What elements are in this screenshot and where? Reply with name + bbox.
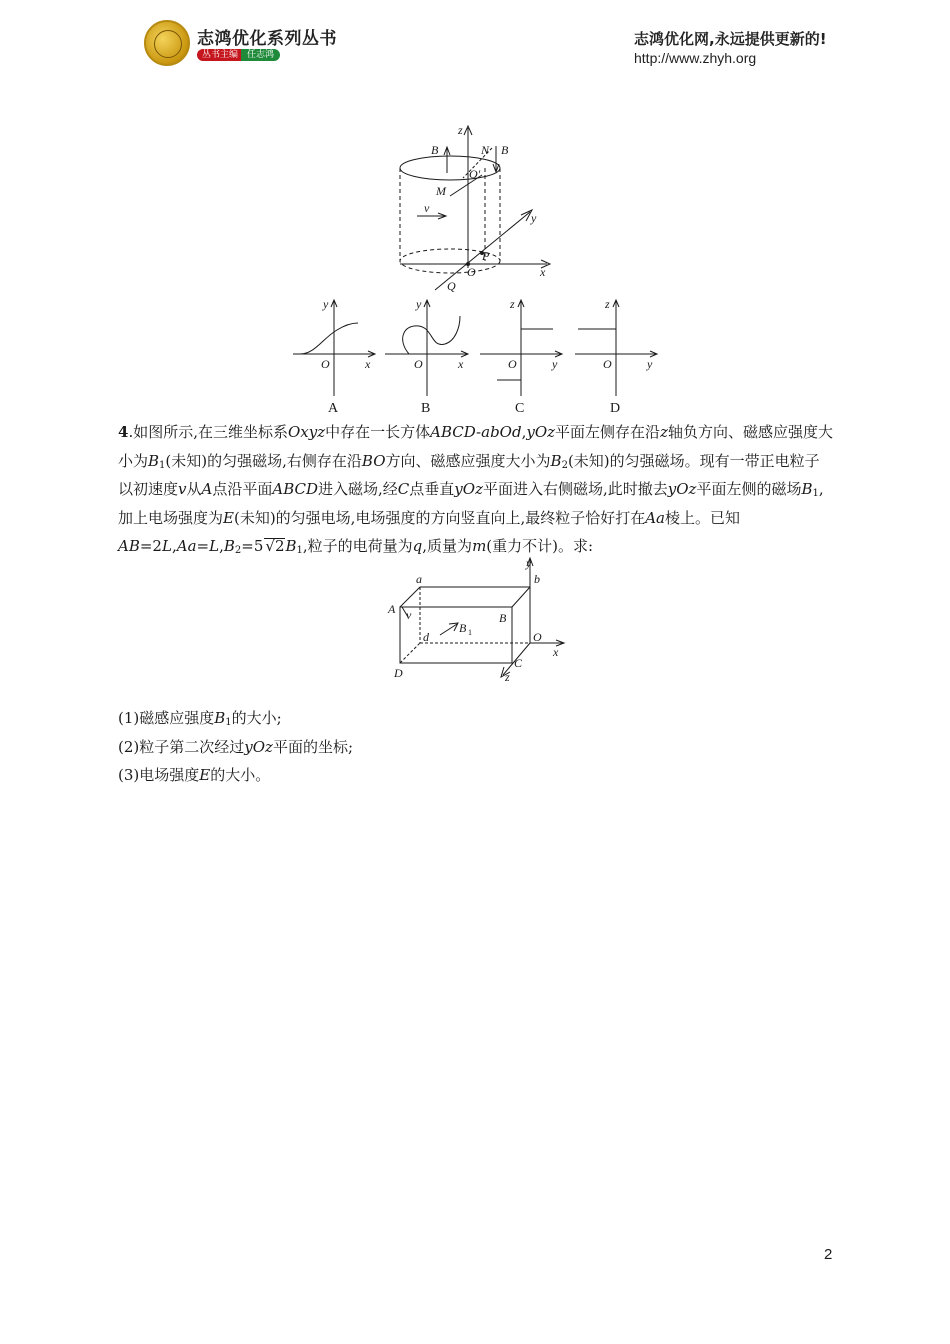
subscript: 1 bbox=[159, 459, 166, 471]
text-run: 平面进入右侧磁场,此时撤去 bbox=[482, 480, 668, 499]
var-b2: B bbox=[550, 451, 562, 470]
text-run: (未知)的匀强磁场。现有一带正电粒子以初速度 bbox=[118, 451, 820, 499]
sqrt-symbol: √2 bbox=[265, 537, 285, 556]
text-run: 平面左侧的磁场 bbox=[696, 480, 802, 499]
var-aa: Aa bbox=[645, 508, 665, 527]
text-run: ,加上电场强度为 bbox=[118, 480, 824, 527]
option-d-axis-h: y bbox=[647, 357, 653, 371]
text-run: 进入磁场,经 bbox=[318, 480, 398, 499]
label-v: v bbox=[424, 201, 430, 215]
header-slogan: 志鸿优化网,永远提供更新的! bbox=[634, 30, 827, 48]
subscript: 2 bbox=[561, 459, 568, 471]
question-var: E bbox=[199, 766, 211, 785]
option-b-origin: O bbox=[414, 357, 423, 371]
option-c-origin: O bbox=[508, 357, 517, 371]
question-text: 平面的坐标; bbox=[272, 737, 353, 756]
text-run: (未知)的匀强电场,电场强度的方向竖直向上,最终粒子恰好打在 bbox=[233, 508, 646, 527]
label-p: P bbox=[482, 249, 490, 263]
var-b1: B bbox=[148, 451, 160, 470]
brand-sub-label: 丛书主编 bbox=[197, 49, 243, 61]
var-aa: Aa bbox=[176, 537, 197, 556]
label-z: z bbox=[458, 123, 463, 137]
option-c-axis-h: y bbox=[552, 357, 558, 371]
problem-number: 4 bbox=[118, 423, 129, 441]
text-run: =2 bbox=[139, 537, 162, 556]
box-label-b: B bbox=[499, 611, 507, 625]
text-run: 点垂直 bbox=[409, 480, 455, 499]
page-number: 2 bbox=[824, 1246, 833, 1263]
var-box: ABCD-abOd bbox=[430, 423, 522, 441]
text-run: .如图所示,在三维坐标系 bbox=[128, 423, 288, 441]
box-label-d-lower: d bbox=[423, 630, 429, 644]
option-d-letter: D bbox=[610, 401, 621, 416]
box-label-b-lower: b bbox=[534, 572, 540, 586]
brand-title: 志鸿优化系列丛书 bbox=[197, 29, 337, 49]
text-run: 中存在一长方体 bbox=[325, 423, 431, 441]
problem-4-text bbox=[118, 418, 833, 561]
var-b1: B bbox=[801, 480, 813, 499]
question-text: 的大小。 bbox=[210, 766, 271, 785]
option-b-axis-h: x bbox=[458, 357, 464, 371]
option-c-axis-v: z bbox=[510, 297, 515, 311]
brand-seal-logo bbox=[144, 20, 190, 66]
var-c: C bbox=[397, 480, 410, 499]
box-label-y: y bbox=[526, 556, 532, 570]
box-label-x: x bbox=[553, 645, 559, 659]
label-x: x bbox=[540, 265, 546, 279]
option-c-letter: C bbox=[515, 401, 525, 416]
brand-subtitle bbox=[197, 47, 280, 60]
question-text: (3)电场强度 bbox=[118, 766, 200, 785]
label-o-prime: O' bbox=[469, 167, 481, 181]
text-run: 方向、磁感应强度大小为 bbox=[385, 451, 551, 470]
question-var: yOz bbox=[244, 737, 273, 756]
subscript: 1 bbox=[225, 717, 232, 728]
option-b-letter: B bbox=[421, 401, 431, 416]
header-url[interactable]: http://www.zhyh.org bbox=[634, 50, 757, 66]
text-run: (重力不计)。求: bbox=[486, 537, 594, 556]
option-d-origin: O bbox=[603, 357, 612, 371]
option-d-axis-v: z bbox=[605, 297, 610, 311]
box-label-d: D bbox=[394, 666, 403, 680]
question-item bbox=[118, 704, 353, 733]
text-run: =5 bbox=[241, 537, 264, 556]
var-yoz: yOz bbox=[667, 480, 697, 499]
figure-box bbox=[385, 555, 575, 685]
subscript: 2 bbox=[234, 545, 242, 557]
box-label-b1: B bbox=[459, 621, 467, 635]
page-header bbox=[0, 0, 950, 80]
var-v: v bbox=[178, 480, 187, 499]
box-label-a: A bbox=[388, 602, 396, 616]
text-run: 平面左侧存在沿 bbox=[555, 423, 661, 441]
figure-cylinder-options bbox=[285, 118, 670, 418]
question-var: B bbox=[214, 709, 226, 727]
box-label-c: C bbox=[514, 656, 523, 670]
question-item bbox=[118, 761, 353, 790]
label-b-left: B bbox=[431, 143, 439, 157]
option-a-axis-h: x bbox=[365, 357, 371, 371]
text-run: , bbox=[219, 537, 224, 556]
box-label-v: v bbox=[406, 608, 412, 622]
text-run: ,质量为 bbox=[422, 537, 473, 556]
label-n: N bbox=[481, 143, 490, 157]
text-run: ,粒子的电荷量为 bbox=[302, 537, 413, 556]
text-run: = bbox=[196, 537, 210, 556]
var-abcd: ABCD bbox=[272, 480, 319, 499]
text-run: , bbox=[521, 423, 527, 441]
label-y: y bbox=[531, 211, 537, 225]
question-text: (1)磁感应强度 bbox=[118, 709, 215, 727]
question-item bbox=[118, 733, 353, 762]
label-b-right: B bbox=[501, 143, 509, 157]
problem-paragraph bbox=[118, 418, 833, 561]
var-l: L bbox=[209, 537, 220, 556]
text-run: (未知)的匀强磁场,右侧存在沿 bbox=[165, 451, 362, 470]
option-a-letter: A bbox=[328, 401, 339, 416]
option-a-origin: O bbox=[321, 357, 330, 371]
question-text: (2)粒子第二次经过 bbox=[118, 737, 245, 756]
subscript: 1 bbox=[812, 488, 819, 500]
var-b1: B bbox=[285, 537, 297, 556]
var-yoz: yOz bbox=[454, 480, 483, 499]
var-q: q bbox=[412, 537, 423, 556]
box-label-z: z bbox=[505, 670, 510, 684]
var-e: E bbox=[223, 508, 234, 527]
var-a: A bbox=[201, 480, 213, 499]
text-run: 轴负方向、磁感应强度大小为 bbox=[118, 423, 833, 470]
sqrt-value: 2 bbox=[274, 537, 285, 556]
text-run: 点沿平面 bbox=[212, 480, 273, 499]
var-z: z bbox=[660, 423, 668, 441]
question-text: 的大小; bbox=[231, 709, 282, 727]
brand-editor: 任志鸿 bbox=[241, 49, 280, 61]
box-label-b1-sub: 1 bbox=[468, 628, 472, 637]
option-b-axis-v: y bbox=[416, 297, 422, 311]
var-oxyz: Oxyz bbox=[287, 423, 326, 441]
text-run: 棱上。已知 bbox=[665, 508, 741, 527]
var-bo: BO bbox=[361, 451, 386, 470]
label-m: M bbox=[436, 184, 446, 198]
var-m: m bbox=[472, 537, 487, 556]
label-o: O bbox=[467, 265, 476, 279]
option-a-axis-v: y bbox=[323, 297, 329, 311]
var-b2: B bbox=[223, 537, 235, 556]
subscript: 1 bbox=[296, 545, 303, 557]
text-run: 从 bbox=[186, 480, 202, 499]
question-list bbox=[118, 704, 353, 790]
var-yoz: yOz bbox=[526, 423, 556, 441]
var-l: L bbox=[161, 537, 172, 556]
text-run: , bbox=[171, 537, 177, 556]
box-label-a-lower: a bbox=[416, 572, 422, 586]
var-ab: AB bbox=[118, 537, 140, 556]
label-q: Q bbox=[447, 279, 456, 293]
box-label-o: O bbox=[533, 630, 542, 644]
